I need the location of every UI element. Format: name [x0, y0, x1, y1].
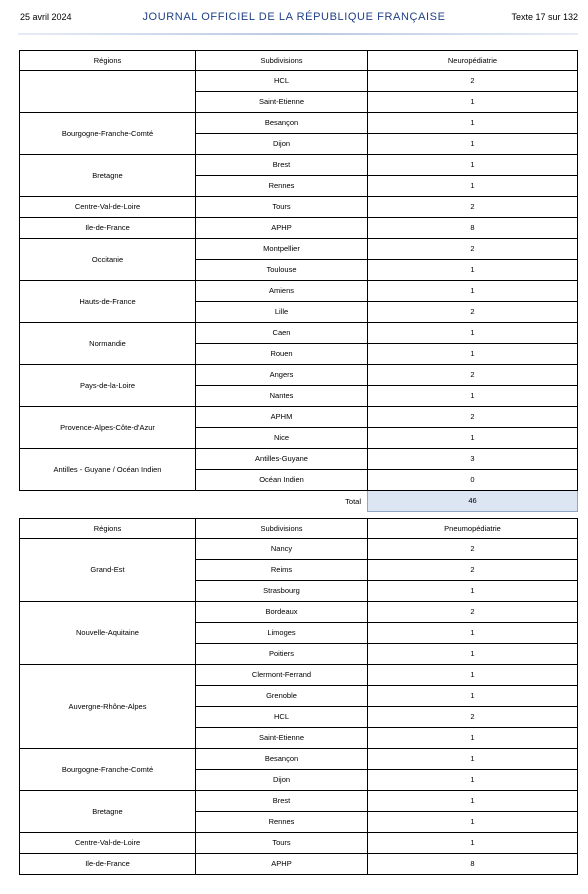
count-cell: 2 [368, 197, 578, 218]
page-header [0, 0, 588, 36]
count-cell: 1 [368, 686, 578, 707]
subdivision-cell: Brest [196, 791, 368, 812]
table-row [20, 281, 578, 302]
subdivision-cell: Reims [196, 560, 368, 581]
table-row [20, 113, 578, 134]
column-header: Pneumopédiatrie [368, 519, 578, 539]
region-cell: Provence-Alpes-Côte-d'Azur [20, 407, 196, 449]
table-row [20, 323, 578, 344]
subdivision-cell: Océan Indien [196, 470, 368, 491]
count-cell: 1 [368, 344, 578, 365]
subdivision-cell: Limoges [196, 623, 368, 644]
subdivision-cell: Brest [196, 155, 368, 176]
subdivision-cell: Saint-Etienne [196, 728, 368, 749]
subdivision-cell: Grenoble [196, 686, 368, 707]
region-cell [20, 71, 196, 113]
header-divider [18, 33, 578, 35]
subdivision-cell: Besançon [196, 749, 368, 770]
count-cell: 1 [368, 386, 578, 407]
column-header: Subdivisions [196, 51, 368, 71]
table-row [20, 239, 578, 260]
table-row [20, 71, 578, 92]
table-row [20, 749, 578, 770]
count-cell: 1 [368, 812, 578, 833]
region-cell: Auvergne-Rhône-Alpes [20, 665, 196, 749]
subdivision-cell: Montpellier [196, 239, 368, 260]
table-header-row [20, 519, 578, 539]
subdivision-cell: APHP [196, 854, 368, 875]
region-cell: Antilles - Guyane / Océan Indien [20, 449, 196, 491]
count-cell: 0 [368, 470, 578, 491]
table-row [20, 665, 578, 686]
subdivision-cell: Caen [196, 323, 368, 344]
subdivision-cell: Nancy [196, 539, 368, 560]
subdivision-cell: Dijon [196, 134, 368, 155]
region-cell: Bourgogne-Franche-Comté [20, 113, 196, 155]
journal-title: JOURNAL OFFICIEL DE LA RÉPUBLIQUE FRANÇAISE [142, 11, 446, 23]
count-cell: 3 [368, 449, 578, 470]
count-cell: 8 [368, 854, 578, 875]
count-cell: 8 [368, 218, 578, 239]
subdivision-cell: Besançon [196, 113, 368, 134]
count-cell: 1 [368, 833, 578, 854]
column-header: Régions [20, 519, 196, 539]
region-cell: Centre-Val-de-Loire [20, 833, 196, 854]
count-cell: 2 [368, 707, 578, 728]
subdivision-cell: APHP [196, 218, 368, 239]
table-row [20, 449, 578, 470]
subdivision-cell: Angers [196, 365, 368, 386]
subdivision-cell: Toulouse [196, 260, 368, 281]
count-cell: 2 [368, 407, 578, 428]
subdivision-cell: Nantes [196, 386, 368, 407]
page-indicator: Texte 17 sur 132 [511, 12, 578, 22]
publication-date: 25 avril 2024 [20, 12, 72, 22]
table-row [20, 218, 578, 239]
count-cell: 1 [368, 428, 578, 449]
total-label: Total [345, 496, 361, 506]
count-cell: 2 [368, 365, 578, 386]
subdivision-cell: Antilles-Guyane [196, 449, 368, 470]
table-row [20, 197, 578, 218]
region-cell: Pays-de-la-Loire [20, 365, 196, 407]
count-cell: 2 [368, 302, 578, 323]
count-cell: 1 [368, 134, 578, 155]
region-cell: Centre-Val-de-Loire [20, 197, 196, 218]
column-header: Subdivisions [196, 519, 368, 539]
count-cell: 1 [368, 155, 578, 176]
region-cell: Bretagne [20, 155, 196, 197]
column-header: Neuropédiatrie [368, 51, 578, 71]
subdivision-cell: Tours [196, 833, 368, 854]
subdivision-cell: Rennes [196, 812, 368, 833]
count-cell: 1 [368, 323, 578, 344]
table-row [20, 602, 578, 623]
neuropediatrie-table [19, 50, 578, 512]
table-row [20, 539, 578, 560]
count-cell: 1 [368, 281, 578, 302]
count-cell: 1 [368, 749, 578, 770]
region-cell: Bourgogne-Franche-Comté [20, 749, 196, 791]
count-cell: 2 [368, 602, 578, 623]
subdivision-cell: Rouen [196, 344, 368, 365]
subdivision-cell: Poitiers [196, 644, 368, 665]
subdivision-cell: Saint-Etienne [196, 92, 368, 113]
subdivision-cell: APHM [196, 407, 368, 428]
count-cell: 2 [368, 539, 578, 560]
count-cell: 1 [368, 176, 578, 197]
subdivision-cell: Rennes [196, 176, 368, 197]
subdivision-cell: HCL [196, 707, 368, 728]
table-row [20, 365, 578, 386]
count-cell: 1 [368, 92, 578, 113]
region-cell: Occitanie [20, 239, 196, 281]
subdivision-cell: Nice [196, 428, 368, 449]
count-cell: 2 [368, 239, 578, 260]
total-row [20, 491, 578, 512]
subdivision-cell: Dijon [196, 770, 368, 791]
table-row [20, 155, 578, 176]
count-cell: 1 [368, 665, 578, 686]
region-cell: Ile-de-France [20, 854, 196, 875]
table-row [20, 854, 578, 875]
pneumopediatrie-table [19, 518, 578, 875]
count-cell: 2 [368, 560, 578, 581]
count-cell: 1 [368, 260, 578, 281]
region-cell: Grand-Est [20, 539, 196, 602]
region-cell: Ile-de-France [20, 218, 196, 239]
count-cell: 1 [368, 644, 578, 665]
region-cell: Normandie [20, 323, 196, 365]
region-cell: Bretagne [20, 791, 196, 833]
subdivision-cell: Tours [196, 197, 368, 218]
count-cell: 1 [368, 113, 578, 134]
subdivision-cell: Lille [196, 302, 368, 323]
subdivision-cell: Amiens [196, 281, 368, 302]
total-value: 46 [368, 491, 578, 512]
table-row [20, 407, 578, 428]
table-row [20, 791, 578, 812]
table-row [20, 833, 578, 854]
count-cell: 1 [368, 791, 578, 812]
count-cell: 1 [368, 770, 578, 791]
subdivision-cell: Bordeaux [196, 602, 368, 623]
region-cell: Nouvelle-Aquitaine [20, 602, 196, 665]
count-cell: 1 [368, 623, 578, 644]
region-cell: Hauts-de-France [20, 281, 196, 323]
table-header-row [20, 51, 578, 71]
column-header: Régions [20, 51, 196, 71]
subdivision-cell: Clermont-Ferrand [196, 665, 368, 686]
subdivision-cell: Strasbourg [196, 581, 368, 602]
count-cell: 1 [368, 728, 578, 749]
count-cell: 1 [368, 581, 578, 602]
subdivision-cell: HCL [196, 71, 368, 92]
count-cell: 2 [368, 71, 578, 92]
